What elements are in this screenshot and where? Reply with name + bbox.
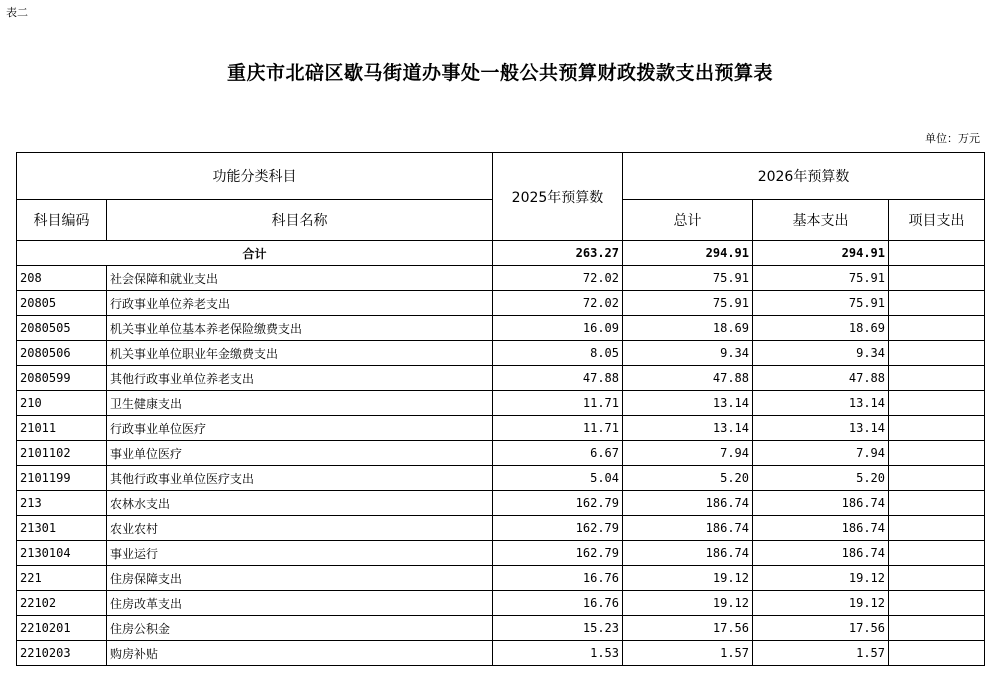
table-row: [17, 466, 985, 491]
table-row: [17, 641, 985, 666]
page-title: 重庆市北碚区歇马街道办事处一般公共预算财政拨款支出预算表: [226, 62, 773, 84]
budget-2025-cell: 15.23: [493, 616, 623, 641]
budget-2026-basic-cell: 19.12: [753, 566, 889, 591]
budget-2025-cell: 8.05: [493, 341, 623, 366]
budget-2025-cell: 16.76: [493, 591, 623, 616]
subject-name-cell: 事业运行: [107, 541, 493, 566]
subject-name-cell: 行政事业单位医疗: [107, 416, 493, 441]
budget-2025-cell: 1.53: [493, 641, 623, 666]
budget-2026-basic-cell: 5.20: [753, 466, 889, 491]
budget-2026-total-cell: 186.74: [623, 516, 753, 541]
subject-code-cell: 21011: [17, 416, 107, 441]
header-budget-2025: 2025年预算数: [493, 153, 623, 241]
subject-code-cell: 22102: [17, 591, 107, 616]
table-row: [17, 416, 985, 441]
table-row: [17, 491, 985, 516]
table-row: [17, 516, 985, 541]
budget-2026-project-cell: [889, 491, 985, 516]
subject-code-cell: 213: [17, 491, 107, 516]
subject-code-cell: 210: [17, 391, 107, 416]
budget-2025-cell: 162.79: [493, 491, 623, 516]
subject-name-cell: 机关事业单位基本养老保险缴费支出: [107, 316, 493, 341]
budget-2026-project-cell: [889, 366, 985, 391]
budget-2025-cell: 162.79: [493, 541, 623, 566]
budget-2026-project-cell: [889, 541, 985, 566]
budget-2026-total-cell: 7.94: [623, 441, 753, 466]
budget-2026-project-cell: [889, 391, 985, 416]
subject-code-cell: 2210201: [17, 616, 107, 641]
subject-name-cell: 住房公积金: [107, 616, 493, 641]
header-project-expenditure: 项目支出: [889, 200, 985, 241]
budget-2026-basic-cell: 75.91: [753, 266, 889, 291]
subject-name-cell: 机关事业单位职业年金缴费支出: [107, 341, 493, 366]
budget-2026-total-cell: 186.74: [623, 541, 753, 566]
table-row: [17, 316, 985, 341]
subject-code-cell: 2101102: [17, 441, 107, 466]
table-row: [17, 366, 985, 391]
budget-2026-project-cell: [889, 441, 985, 466]
subject-name-cell: 住房改革支出: [107, 591, 493, 616]
budget-2026-total-cell: 18.69: [623, 316, 753, 341]
budget-2025-cell: 16.76: [493, 566, 623, 591]
budget-2026-total-cell: 47.88: [623, 366, 753, 391]
subject-code-cell: 2080599: [17, 366, 107, 391]
subject-code-cell: 2101199: [17, 466, 107, 491]
budget-2026-basic-cell: 186.74: [753, 491, 889, 516]
subject-code-cell: 221: [17, 566, 107, 591]
budget-2025-cell: 11.71: [493, 391, 623, 416]
header-subject-name: 科目名称: [107, 200, 493, 241]
budget-2026-project-cell: [889, 641, 985, 666]
budget-2026-basic-cell: 9.34: [753, 341, 889, 366]
table-row: [17, 291, 985, 316]
budget-2026-total-cell: 75.91: [623, 291, 753, 316]
subject-code-cell: 20805: [17, 291, 107, 316]
subject-code-cell: 2210203: [17, 641, 107, 666]
budget-2025-cell: 6.67: [493, 441, 623, 466]
budget-2026-basic-cell: 186.74: [753, 541, 889, 566]
budget-2026-basic-cell: 7.94: [753, 441, 889, 466]
subject-code-cell: 21301: [17, 516, 107, 541]
budget-2025-cell: 47.88: [493, 366, 623, 391]
subject-name-cell: 事业单位医疗: [107, 441, 493, 466]
subject-name-cell: 购房补贴: [107, 641, 493, 666]
budget-2026-total-cell: 19.12: [623, 591, 753, 616]
budget-2026-basic-cell: 47.88: [753, 366, 889, 391]
subject-name-cell: 农业农村: [107, 516, 493, 541]
budget-2026-project-cell: [889, 466, 985, 491]
header-basic-expenditure: 基本支出: [753, 200, 889, 241]
budget-2025-cell: 72.02: [493, 266, 623, 291]
subject-code-cell: 2130104: [17, 541, 107, 566]
budget-2026-total-cell: 17.56: [623, 616, 753, 641]
total-budget-2025: 263.27: [493, 241, 623, 266]
header-function-category: 功能分类科目: [17, 153, 493, 200]
subject-code-cell: 208: [17, 266, 107, 291]
budget-2026-total-cell: 19.12: [623, 566, 753, 591]
budget-2026-basic-cell: 75.91: [753, 291, 889, 316]
budget-2026-total-cell: 1.57: [623, 641, 753, 666]
subject-name-cell: 农林水支出: [107, 491, 493, 516]
total-budget-2026-basic: 294.91: [753, 241, 889, 266]
total-row: [17, 241, 985, 266]
budget-2025-cell: 16.09: [493, 316, 623, 341]
table-row: [17, 341, 985, 366]
unit-label: 单位：万元: [925, 132, 980, 145]
budget-2026-project-cell: [889, 566, 985, 591]
subject-name-cell: 行政事业单位养老支出: [107, 291, 493, 316]
budget-2026-total-cell: 75.91: [623, 266, 753, 291]
budget-2026-basic-cell: 17.56: [753, 616, 889, 641]
subject-name-cell: 其他行政事业单位养老支出: [107, 366, 493, 391]
budget-2025-cell: 162.79: [493, 516, 623, 541]
table-body: [17, 241, 985, 666]
header-budget-2026: 2026年预算数: [623, 153, 985, 200]
table-row: [17, 266, 985, 291]
document-label: 表二: [6, 6, 28, 19]
budget-2026-basic-cell: 1.57: [753, 641, 889, 666]
subject-name-cell: 住房保障支出: [107, 566, 493, 591]
budget-2026-total-cell: 13.14: [623, 416, 753, 441]
budget-2026-project-cell: [889, 516, 985, 541]
header-total: 总计: [623, 200, 753, 241]
budget-2026-project-cell: [889, 591, 985, 616]
table-row: [17, 591, 985, 616]
table-row: [17, 616, 985, 641]
subject-code-cell: 2080505: [17, 316, 107, 341]
budget-2026-basic-cell: 186.74: [753, 516, 889, 541]
budget-2026-project-cell: [889, 616, 985, 641]
header-subject-code: 科目编码: [17, 200, 107, 241]
total-budget-2026-project: [889, 241, 985, 266]
budget-2025-cell: 5.04: [493, 466, 623, 491]
budget-2026-project-cell: [889, 416, 985, 441]
budget-2026-basic-cell: 18.69: [753, 316, 889, 341]
budget-2026-project-cell: [889, 266, 985, 291]
subject-name-cell: 其他行政事业单位医疗支出: [107, 466, 493, 491]
budget-2026-total-cell: 9.34: [623, 341, 753, 366]
budget-2025-cell: 11.71: [493, 416, 623, 441]
subject-name-cell: 卫生健康支出: [107, 391, 493, 416]
budget-table: [16, 152, 985, 666]
budget-2026-project-cell: [889, 341, 985, 366]
budget-2026-project-cell: [889, 291, 985, 316]
budget-2025-cell: 72.02: [493, 291, 623, 316]
table-row: [17, 566, 985, 591]
subject-code-cell: 2080506: [17, 341, 107, 366]
table-row: [17, 391, 985, 416]
budget-2026-basic-cell: 19.12: [753, 591, 889, 616]
budget-2026-basic-cell: 13.14: [753, 391, 889, 416]
subject-name-cell: 社会保障和就业支出: [107, 266, 493, 291]
total-budget-2026-total: 294.91: [623, 241, 753, 266]
budget-2026-project-cell: [889, 316, 985, 341]
budget-2026-basic-cell: 13.14: [753, 416, 889, 441]
budget-2026-total-cell: 5.20: [623, 466, 753, 491]
budget-2026-total-cell: 13.14: [623, 391, 753, 416]
table-row: [17, 441, 985, 466]
budget-2026-total-cell: 186.74: [623, 491, 753, 516]
table-row: [17, 541, 985, 566]
total-label: 合计: [17, 241, 493, 266]
